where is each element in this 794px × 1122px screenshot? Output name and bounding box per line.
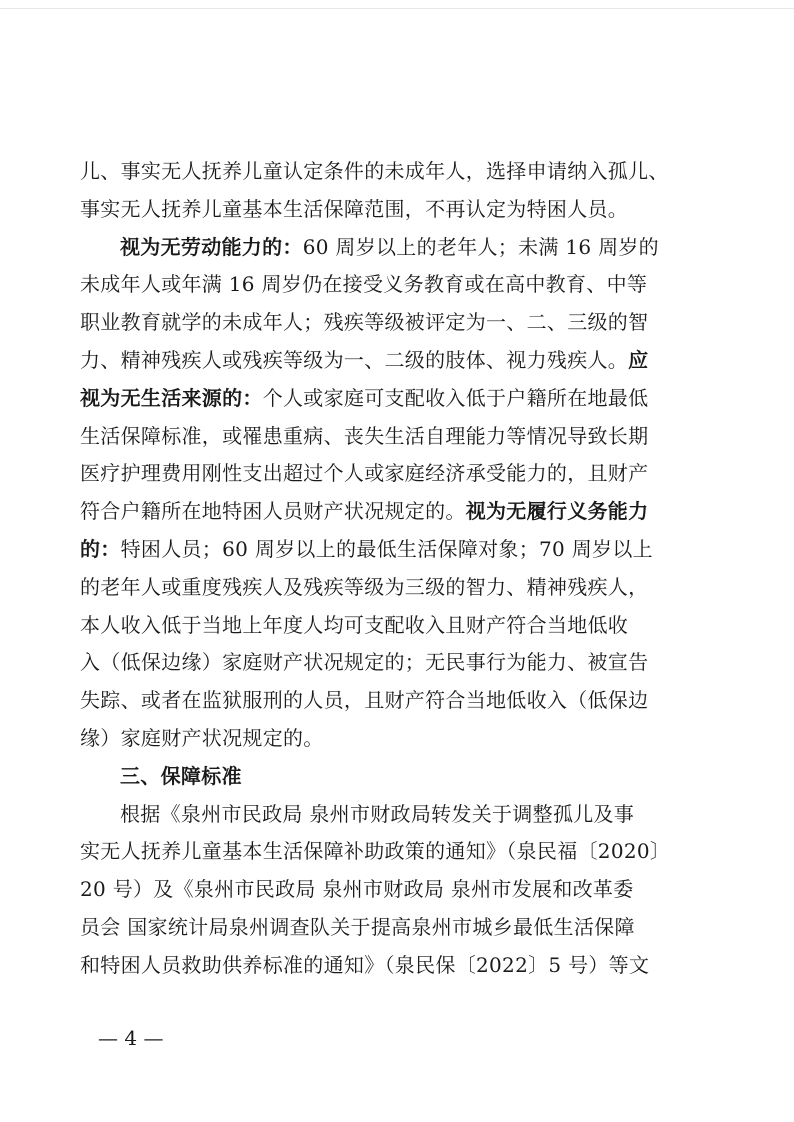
text-segment: 入（低保边缘）家庭财产状况规定的；无民事行为能力、被宣告 bbox=[80, 650, 649, 675]
section-heading bbox=[80, 758, 710, 796]
bold-text-segment: 视为无履行义务能力 bbox=[465, 499, 649, 524]
bold-text-segment: 应 bbox=[628, 347, 649, 372]
text-line bbox=[80, 229, 710, 267]
text-line bbox=[80, 720, 710, 758]
text-segment: 个人或家庭可支配收入低于户籍所在地最低 bbox=[262, 385, 649, 410]
text-segment: 力、精神残疾人或残疾等级为一、二级的肢体、视力残疾人。 bbox=[80, 347, 629, 372]
text-line bbox=[80, 153, 710, 191]
text-segment: 根据《泉州市民政局 泉州市财政局转发关于调整孤儿及事 bbox=[120, 801, 635, 826]
bold-text-segment: 的： bbox=[80, 536, 121, 561]
text-line bbox=[80, 569, 710, 607]
text-segment: 本人收入低于当地上年度人均可支配收入且财产符合当地低收 bbox=[80, 612, 629, 637]
page-number: — 4 — bbox=[98, 1026, 164, 1050]
text-line bbox=[80, 418, 710, 456]
bold-text-segment: 视为无劳动能力的： bbox=[120, 234, 303, 259]
text-segment: 失踪、或者在监狱服刑的人员，且财产符合当地低收入（低保边 bbox=[80, 688, 649, 713]
bold-text-segment: 视为无生活来源的： bbox=[80, 385, 263, 410]
text-line bbox=[80, 266, 710, 304]
text-line bbox=[80, 342, 710, 380]
text-line bbox=[80, 607, 710, 645]
text-line bbox=[80, 682, 710, 720]
text-segment: 事实无人抚养儿童基本生活保障范围，不再认定为特困人员。 bbox=[80, 196, 629, 221]
text-segment: 生活保障标准，或罹患重病、丧失生活自理能力等情况导致长期 bbox=[80, 423, 649, 448]
bold-text-segment: 三、保障标准 bbox=[120, 763, 242, 788]
text-segment: 和特困人员救助供养标准的通知》（泉民保〔2022〕5 号）等文 bbox=[80, 952, 650, 977]
text-line bbox=[80, 833, 710, 871]
text-line bbox=[80, 191, 710, 229]
text-line bbox=[80, 947, 710, 985]
text-line bbox=[80, 304, 710, 342]
text-line bbox=[80, 455, 710, 493]
text-line bbox=[80, 531, 710, 569]
text-segment: 未成年人或年满 16 周岁仍在接受义务教育或在高中教育、中等 bbox=[80, 272, 648, 297]
text-segment: 特困人员；60 周岁以上的最低生活保障对象；70 周岁以上 bbox=[120, 536, 653, 561]
body-text bbox=[80, 153, 710, 985]
text-segment: 60 周岁以上的老年人；未满 16 周岁的 bbox=[302, 234, 659, 259]
text-line bbox=[80, 871, 710, 909]
text-segment: 职业教育就学的未成年人；残疾等级被评定为一、二、三级的智 bbox=[80, 310, 649, 335]
text-segment: 员会 国家统计局泉州调查队关于提高泉州市城乡最低生活保障 bbox=[80, 914, 635, 939]
text-segment: 的老年人或重度残疾人及残疾等级为三级的智力、精神残疾人， bbox=[80, 574, 649, 599]
text-segment: 符合户籍所在地特困人员财产状况规定的。 bbox=[80, 499, 466, 524]
text-line bbox=[80, 380, 710, 418]
text-line bbox=[80, 493, 710, 531]
text-segment: 实无人抚养儿童基本生活保障补助政策的通知》（泉民福〔2020〕 bbox=[80, 839, 671, 864]
text-line bbox=[80, 644, 710, 682]
text-segment: 医疗护理费用刚性支出超过个人或家庭经济承受能力的，且财产 bbox=[80, 461, 649, 486]
text-segment: 缘）家庭财产状况规定的。 bbox=[80, 725, 324, 750]
page-top-edge bbox=[0, 8, 794, 9]
text-line bbox=[80, 909, 710, 947]
text-segment: 20 号）及《泉州市民政局 泉州市财政局 泉州市发展和改革委 bbox=[80, 877, 634, 902]
text-segment: 儿、事实无人抚养儿童认定条件的未成年人，选择申请纳入孤儿、 bbox=[80, 159, 669, 183]
text-line bbox=[80, 796, 710, 834]
